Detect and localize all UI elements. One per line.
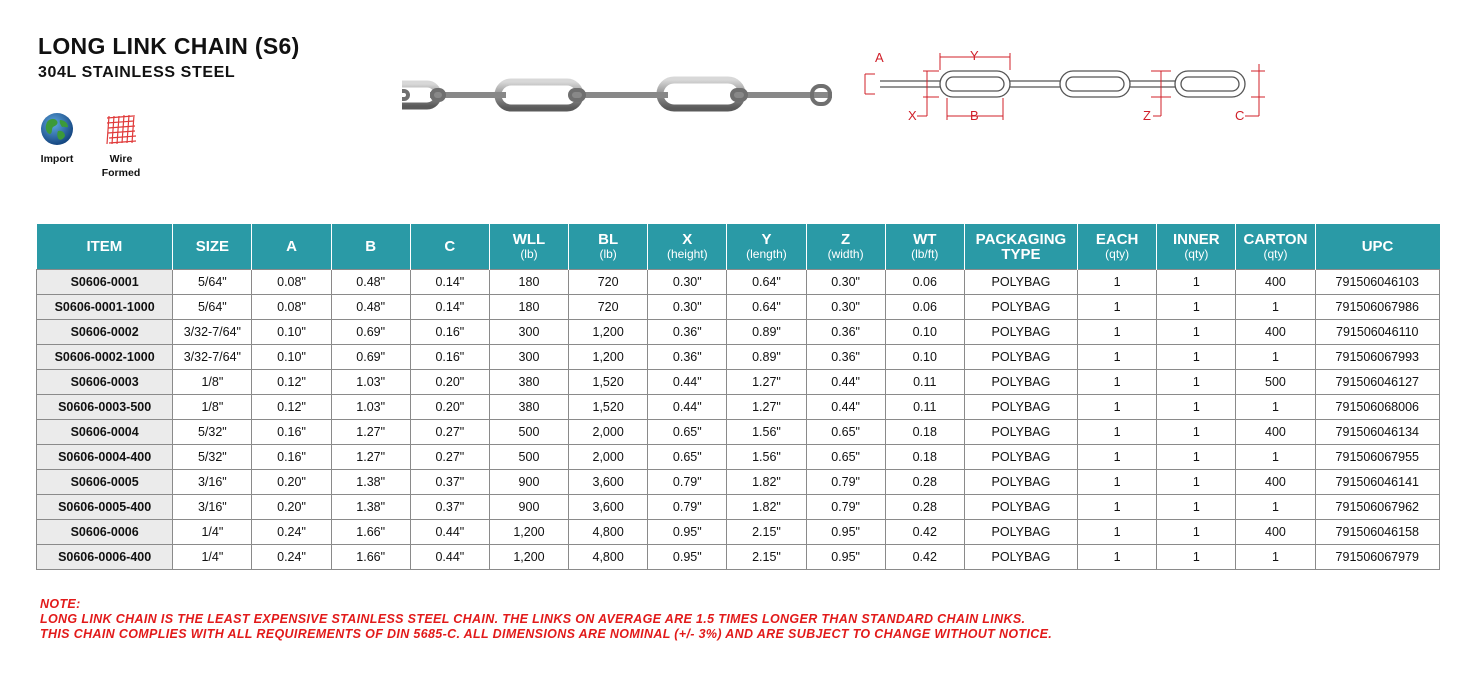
table-cell: 791506046134 bbox=[1315, 420, 1439, 445]
notes-block bbox=[40, 597, 1052, 642]
table-cell: 1.56" bbox=[727, 445, 806, 470]
dimension-label-a: A bbox=[875, 50, 884, 65]
item-code-cell: S0606-0004-400 bbox=[37, 445, 173, 470]
table-cell: 791506068006 bbox=[1315, 395, 1439, 420]
table-cell: 0.42 bbox=[885, 545, 964, 570]
table-cell: 0.10" bbox=[252, 345, 331, 370]
spec-table-body bbox=[37, 270, 1440, 570]
table-cell: 1/4" bbox=[173, 520, 252, 545]
table-cell: 0.95" bbox=[648, 520, 727, 545]
item-code-cell: S0606-0003 bbox=[37, 370, 173, 395]
column-header-label: INNER bbox=[1172, 231, 1220, 248]
table-cell: 791506046110 bbox=[1315, 320, 1439, 345]
table-cell: POLYBAG bbox=[964, 345, 1077, 370]
table-cell: 2,000 bbox=[569, 445, 648, 470]
column-header bbox=[489, 224, 568, 270]
table-row bbox=[37, 345, 1440, 370]
table-row bbox=[37, 395, 1440, 420]
table-cell: 400 bbox=[1236, 320, 1315, 345]
table-cell: 0.11 bbox=[885, 395, 964, 420]
badge-import bbox=[32, 112, 82, 166]
column-header-label: C bbox=[444, 238, 456, 255]
item-code-cell: S0606-0003-500 bbox=[37, 395, 173, 420]
column-header-label: X bbox=[682, 231, 693, 248]
table-cell: 0.95" bbox=[806, 545, 885, 570]
table-cell: 5/32" bbox=[173, 420, 252, 445]
table-cell: 0.24" bbox=[252, 520, 331, 545]
item-code-cell: S0606-0002 bbox=[37, 320, 173, 345]
column-header-unit: (lb/ft) bbox=[911, 247, 939, 261]
table-cell: 791506046127 bbox=[1315, 370, 1439, 395]
table-cell: 1 bbox=[1078, 495, 1157, 520]
table-cell: 0.64" bbox=[727, 295, 806, 320]
table-cell: 1 bbox=[1157, 345, 1236, 370]
table-cell: 1.27" bbox=[727, 395, 806, 420]
table-row bbox=[37, 370, 1440, 395]
table-cell: 0.42 bbox=[885, 520, 964, 545]
table-cell: 0.79" bbox=[806, 470, 885, 495]
table-cell: 1 bbox=[1078, 420, 1157, 445]
table-cell: 2.15" bbox=[727, 520, 806, 545]
column-header bbox=[252, 224, 331, 270]
table-cell: 1 bbox=[1157, 445, 1236, 470]
column-header-label: EACH bbox=[1095, 231, 1139, 248]
table-cell: 400 bbox=[1236, 520, 1315, 545]
table-cell: 1 bbox=[1157, 495, 1236, 520]
table-cell: 1.27" bbox=[331, 445, 410, 470]
table-cell: 3/32-7/64" bbox=[173, 320, 252, 345]
table-cell: 300 bbox=[489, 320, 568, 345]
table-cell: 0.37" bbox=[410, 470, 489, 495]
table-cell: 0.36" bbox=[806, 320, 885, 345]
column-header-unit: (lb) bbox=[520, 247, 538, 261]
table-cell: 1 bbox=[1236, 495, 1315, 520]
table-cell: 0.30" bbox=[806, 270, 885, 295]
table-cell: 1/8" bbox=[173, 395, 252, 420]
dimension-label-z: Z bbox=[1143, 108, 1151, 123]
table-cell: 1.03" bbox=[331, 395, 410, 420]
table-cell: 0.79" bbox=[648, 470, 727, 495]
table-cell: 1.82" bbox=[727, 495, 806, 520]
table-row bbox=[37, 270, 1440, 295]
table-cell: 2.15" bbox=[727, 545, 806, 570]
column-header-label: WT bbox=[913, 231, 937, 248]
column-header bbox=[37, 224, 173, 270]
table-cell: POLYBAG bbox=[964, 545, 1077, 570]
table-cell: 0.69" bbox=[331, 345, 410, 370]
table-cell: 0.65" bbox=[806, 445, 885, 470]
table-cell: 1 bbox=[1236, 295, 1315, 320]
table-cell: 380 bbox=[489, 395, 568, 420]
table-cell: 1.82" bbox=[727, 470, 806, 495]
table-cell: 0.48" bbox=[331, 295, 410, 320]
table-cell: 1 bbox=[1078, 370, 1157, 395]
table-cell: 3,600 bbox=[569, 470, 648, 495]
column-header bbox=[1236, 224, 1315, 270]
table-cell: 791506046158 bbox=[1315, 520, 1439, 545]
table-row bbox=[37, 545, 1440, 570]
table-cell: 0.16" bbox=[410, 345, 489, 370]
table-cell: 1 bbox=[1157, 370, 1236, 395]
table-cell: 791506067986 bbox=[1315, 295, 1439, 320]
column-header-label: WLL bbox=[512, 231, 546, 248]
dimension-label-x: X bbox=[908, 108, 917, 123]
table-row bbox=[37, 320, 1440, 345]
table-cell: 0.20" bbox=[410, 395, 489, 420]
table-cell: 791506067955 bbox=[1315, 445, 1439, 470]
table-cell: 791506067962 bbox=[1315, 495, 1439, 520]
column-header-unit: (qty) bbox=[1263, 247, 1288, 261]
table-cell: 1,200 bbox=[569, 345, 648, 370]
table-cell: 1.66" bbox=[331, 545, 410, 570]
table-cell: POLYBAG bbox=[964, 445, 1077, 470]
column-header-label: B bbox=[365, 238, 377, 255]
item-code-cell: S0606-0005-400 bbox=[37, 495, 173, 520]
table-cell: 1.56" bbox=[727, 420, 806, 445]
item-code-cell: S0606-0001-1000 bbox=[37, 295, 173, 320]
table-cell: 791506046103 bbox=[1315, 270, 1439, 295]
table-cell: 1 bbox=[1078, 445, 1157, 470]
badge-wire-formed bbox=[95, 112, 147, 180]
table-cell: 1 bbox=[1157, 320, 1236, 345]
table-cell: 0.12" bbox=[252, 395, 331, 420]
table-cell: 1,200 bbox=[489, 520, 568, 545]
table-cell: 791506046141 bbox=[1315, 470, 1439, 495]
table-row bbox=[37, 420, 1440, 445]
table-cell: 4,800 bbox=[569, 520, 648, 545]
column-header-unit: (width) bbox=[827, 247, 864, 261]
table-cell: 0.65" bbox=[806, 420, 885, 445]
item-code-cell: S0606-0006-400 bbox=[37, 545, 173, 570]
table-cell: 0.44" bbox=[410, 545, 489, 570]
table-cell: 180 bbox=[489, 295, 568, 320]
table-cell: 0.79" bbox=[806, 495, 885, 520]
table-cell: 1.27" bbox=[331, 420, 410, 445]
table-cell: 1 bbox=[1236, 445, 1315, 470]
table-cell: 1,200 bbox=[569, 320, 648, 345]
table-cell: 1 bbox=[1157, 270, 1236, 295]
table-cell: POLYBAG bbox=[964, 495, 1077, 520]
table-row bbox=[37, 495, 1440, 520]
table-cell: 1 bbox=[1157, 470, 1236, 495]
table-cell: 0.06 bbox=[885, 295, 964, 320]
item-code-cell: S0606-0005 bbox=[37, 470, 173, 495]
table-cell: POLYBAG bbox=[964, 270, 1077, 295]
column-header-label: SIZE bbox=[195, 238, 230, 255]
column-header bbox=[331, 224, 410, 270]
table-cell: 1,520 bbox=[569, 395, 648, 420]
table-cell: 0.12" bbox=[252, 370, 331, 395]
column-header bbox=[806, 224, 885, 270]
badge-wire-label-2: Formed bbox=[101, 167, 141, 179]
table-cell: 1.38" bbox=[331, 495, 410, 520]
table-cell: 1 bbox=[1078, 545, 1157, 570]
table-cell: 500 bbox=[489, 445, 568, 470]
table-cell: 5/32" bbox=[173, 445, 252, 470]
table-cell: 0.79" bbox=[648, 495, 727, 520]
table-cell: 0.30" bbox=[648, 270, 727, 295]
table-cell: 1 bbox=[1236, 345, 1315, 370]
table-cell: 0.44" bbox=[648, 395, 727, 420]
note-line: LONG LINK CHAIN IS THE LEAST EXPENSIVE STAINLESS STEEL CHAIN. THE LINKS ON AVERAGE ARE 1.5 TIMES LONGER THAN STANDARD CHAIN LINKS. bbox=[40, 612, 1026, 626]
page-subtitle: 304L STAINLESS STEEL bbox=[38, 64, 236, 81]
table-row bbox=[37, 520, 1440, 545]
column-header-label: ITEM bbox=[86, 238, 123, 255]
table-row bbox=[37, 295, 1440, 320]
table-cell: 0.36" bbox=[648, 345, 727, 370]
spec-table-header bbox=[37, 224, 1440, 270]
table-cell: 380 bbox=[489, 370, 568, 395]
table-cell: 720 bbox=[569, 295, 648, 320]
table-cell: 1.38" bbox=[331, 470, 410, 495]
table-cell: 0.69" bbox=[331, 320, 410, 345]
table-cell: 0.18 bbox=[885, 420, 964, 445]
table-cell: 1 bbox=[1078, 295, 1157, 320]
table-cell: 791506067993 bbox=[1315, 345, 1439, 370]
note-line: THIS CHAIN COMPLIES WITH ALL REQUIREMENTS OF DIN 5685-C. ALL DIMENSIONS ARE NOMINAL (+/- 3%) AND ARE SUBJECT TO CHANGE WITHOUT NOTICE. bbox=[40, 627, 1053, 641]
table-cell: 0.36" bbox=[806, 345, 885, 370]
column-header-label: PACKAGING TYPE bbox=[975, 230, 1067, 263]
item-code-cell: S0606-0001 bbox=[37, 270, 173, 295]
table-cell: 0.89" bbox=[727, 345, 806, 370]
column-header bbox=[964, 224, 1077, 270]
table-cell: 0.16" bbox=[252, 445, 331, 470]
chain-dimension-diagram bbox=[855, 40, 1275, 130]
table-cell: 0.44" bbox=[410, 520, 489, 545]
table-cell: 0.08" bbox=[252, 270, 331, 295]
table-cell: 3/32-7/64" bbox=[173, 345, 252, 370]
column-header bbox=[648, 224, 727, 270]
table-cell: 0.20" bbox=[252, 495, 331, 520]
column-header-label: Y bbox=[761, 231, 772, 248]
table-cell: 3,600 bbox=[569, 495, 648, 520]
table-cell: 900 bbox=[489, 470, 568, 495]
table-cell: 0.10 bbox=[885, 345, 964, 370]
table-cell: 1/8" bbox=[173, 370, 252, 395]
table-cell: 900 bbox=[489, 495, 568, 520]
table-cell: 1 bbox=[1078, 395, 1157, 420]
table-cell: 0.95" bbox=[806, 520, 885, 545]
table-cell: 0.65" bbox=[648, 445, 727, 470]
table-cell: 1,200 bbox=[489, 545, 568, 570]
column-header bbox=[173, 224, 252, 270]
table-cell: 0.10" bbox=[252, 320, 331, 345]
table-cell: POLYBAG bbox=[964, 395, 1077, 420]
table-row bbox=[37, 445, 1440, 470]
globe-icon bbox=[40, 112, 74, 146]
table-cell: 0.16" bbox=[252, 420, 331, 445]
table-cell: 1.27" bbox=[727, 370, 806, 395]
column-header-unit: (length) bbox=[746, 247, 787, 261]
table-cell: POLYBAG bbox=[964, 320, 1077, 345]
column-header-label: CARTON bbox=[1243, 231, 1308, 248]
table-cell: 0.18 bbox=[885, 445, 964, 470]
table-cell: 3/16" bbox=[173, 495, 252, 520]
table-cell: 400 bbox=[1236, 470, 1315, 495]
table-cell: 1 bbox=[1078, 270, 1157, 295]
table-cell: 0.37" bbox=[410, 495, 489, 520]
table-cell: 0.44" bbox=[806, 395, 885, 420]
table-cell: 0.11 bbox=[885, 370, 964, 395]
table-cell: 180 bbox=[489, 270, 568, 295]
item-code-cell: S0606-0002-1000 bbox=[37, 345, 173, 370]
item-code-cell: S0606-0004 bbox=[37, 420, 173, 445]
column-header bbox=[1315, 224, 1439, 270]
column-header-label: UPC bbox=[1361, 238, 1394, 255]
table-cell: 1.66" bbox=[331, 520, 410, 545]
table-cell: 0.20" bbox=[410, 370, 489, 395]
table-cell: 1 bbox=[1157, 295, 1236, 320]
column-header bbox=[727, 224, 806, 270]
dimension-label-y: Y bbox=[970, 48, 979, 63]
column-header-label: A bbox=[286, 238, 297, 255]
note-heading: NOTE: bbox=[40, 597, 81, 611]
table-cell: 400 bbox=[1236, 420, 1315, 445]
table-cell: 1 bbox=[1157, 520, 1236, 545]
table-cell: 0.28 bbox=[885, 495, 964, 520]
wire-mesh-icon bbox=[103, 112, 139, 146]
table-cell: POLYBAG bbox=[964, 520, 1077, 545]
table-cell: 0.08" bbox=[252, 295, 331, 320]
table-cell: 0.44" bbox=[806, 370, 885, 395]
table-cell: 720 bbox=[569, 270, 648, 295]
table-cell: 1 bbox=[1236, 395, 1315, 420]
column-header-unit: (height) bbox=[666, 247, 708, 261]
table-cell: 0.27" bbox=[410, 420, 489, 445]
table-cell: POLYBAG bbox=[964, 470, 1077, 495]
table-cell: POLYBAG bbox=[964, 420, 1077, 445]
badge-wire-label-1: Wire bbox=[109, 153, 133, 165]
table-cell: 0.14" bbox=[410, 270, 489, 295]
table-cell: 3/16" bbox=[173, 470, 252, 495]
column-header-label: Z bbox=[841, 231, 851, 248]
table-cell: 0.48" bbox=[331, 270, 410, 295]
table-cell: 1/4" bbox=[173, 545, 252, 570]
table-cell: 500 bbox=[1236, 370, 1315, 395]
page-title: LONG LINK CHAIN (S6) bbox=[38, 33, 300, 59]
spec-table bbox=[36, 224, 1440, 570]
table-cell: 1 bbox=[1078, 470, 1157, 495]
table-cell: 4,800 bbox=[569, 545, 648, 570]
table-row bbox=[37, 470, 1440, 495]
table-cell: 0.27" bbox=[410, 445, 489, 470]
table-cell: 791506067979 bbox=[1315, 545, 1439, 570]
table-cell: 1 bbox=[1157, 545, 1236, 570]
table-cell: 1 bbox=[1078, 345, 1157, 370]
table-cell: 1 bbox=[1157, 395, 1236, 420]
column-header bbox=[1078, 224, 1157, 270]
column-header bbox=[1157, 224, 1236, 270]
column-header bbox=[569, 224, 648, 270]
table-cell: POLYBAG bbox=[964, 295, 1077, 320]
item-code-cell: S0606-0006 bbox=[37, 520, 173, 545]
column-header-label: BL bbox=[598, 231, 619, 248]
table-cell: 0.06 bbox=[885, 270, 964, 295]
table-cell: 5/64" bbox=[173, 270, 252, 295]
table-cell: 0.65" bbox=[648, 420, 727, 445]
table-cell: 0.64" bbox=[727, 270, 806, 295]
badge-import-label: Import bbox=[40, 153, 74, 165]
table-cell: 0.44" bbox=[648, 370, 727, 395]
table-cell: 1,520 bbox=[569, 370, 648, 395]
table-cell: 0.36" bbox=[648, 320, 727, 345]
table-cell: 0.16" bbox=[410, 320, 489, 345]
table-cell: 1 bbox=[1236, 545, 1315, 570]
table-cell: 0.30" bbox=[648, 295, 727, 320]
table-cell: 0.89" bbox=[727, 320, 806, 345]
column-header-unit: (qty) bbox=[1105, 247, 1130, 261]
column-header-unit: (lb) bbox=[599, 247, 617, 261]
column-header-unit: (qty) bbox=[1184, 247, 1209, 261]
column-header bbox=[885, 224, 964, 270]
table-cell: 1 bbox=[1078, 320, 1157, 345]
table-cell: 0.20" bbox=[252, 470, 331, 495]
table-cell: 0.10 bbox=[885, 320, 964, 345]
table-cell: 1 bbox=[1078, 520, 1157, 545]
table-cell: 400 bbox=[1236, 270, 1315, 295]
dimension-label-c: C bbox=[1235, 108, 1245, 123]
table-cell: 2,000 bbox=[569, 420, 648, 445]
table-cell: 0.14" bbox=[410, 295, 489, 320]
table-cell: POLYBAG bbox=[964, 370, 1077, 395]
table-cell: 0.24" bbox=[252, 545, 331, 570]
table-cell: 500 bbox=[489, 420, 568, 445]
chain-photo bbox=[402, 70, 832, 120]
table-cell: 1 bbox=[1157, 420, 1236, 445]
table-cell: 300 bbox=[489, 345, 568, 370]
column-header bbox=[410, 224, 489, 270]
table-cell: 0.95" bbox=[648, 545, 727, 570]
dimension-label-b: B bbox=[970, 108, 979, 123]
table-cell: 0.28 bbox=[885, 470, 964, 495]
table-cell: 1.03" bbox=[331, 370, 410, 395]
table-cell: 0.30" bbox=[806, 295, 885, 320]
table-cell: 5/64" bbox=[173, 295, 252, 320]
